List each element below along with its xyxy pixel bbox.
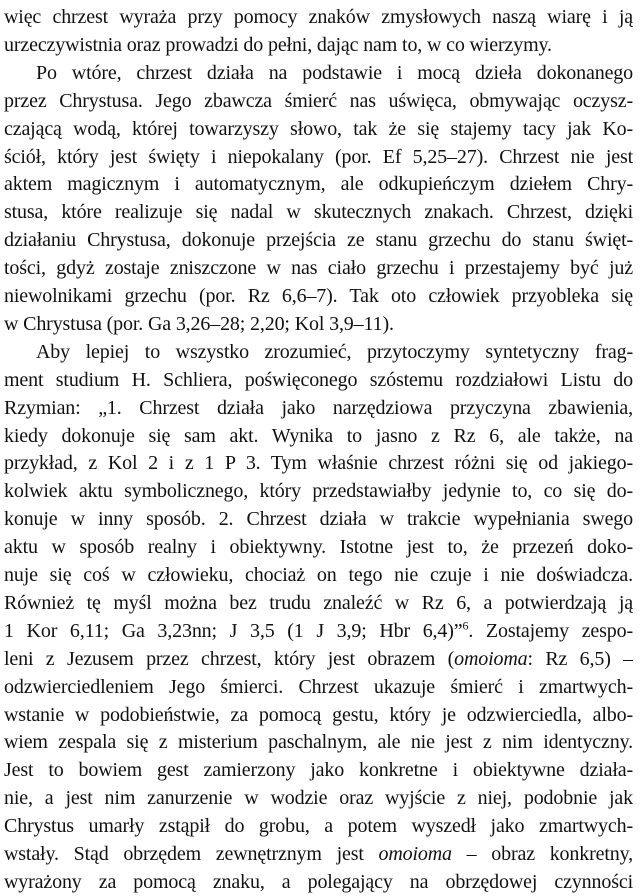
text-run: więc chrzest wyraża przy pomocy znaków zmysłowych naszą wiarę i ją (4, 6, 633, 28)
text-line (4, 226, 633, 254)
italic-term: omoioma (378, 843, 452, 865)
text-run: czającą wodą, której towarzyszy słowo, tak że się stajemy tacy jak Ko- (4, 117, 633, 140)
text-line (4, 645, 633, 673)
text-line (4, 310, 633, 338)
text-line (4, 282, 633, 310)
text-line (4, 561, 633, 589)
text-line (4, 868, 633, 896)
text-run: konuje w inny sposób. 2. Chrzest działa w trakcie wypełniania swego (4, 508, 633, 531)
text-run: wyrażony za pomocą znaku, a polegający na obrzędowej czynności (4, 870, 633, 893)
text-run: Również tę myśl można bez trudu znaleźć w Rz 6, a potwierdzają ją (4, 591, 633, 614)
text-line (4, 170, 633, 198)
text-run: ment studium H. Schliera, poświęconego szóstemu rozdziałowi Listu do (4, 368, 633, 391)
text-line (4, 477, 633, 505)
text-run: nie, a jest nim zanurzenie w wodzie oraz wyjście z niej, podobnie jak (4, 787, 633, 810)
text-run: kiedy dokonuje się sam akt. Wynika to jasno z Rz 6, ale także, na (4, 424, 633, 447)
text-line (4, 533, 633, 561)
text-run: wiem zespala się z misterium paschalnym, ale nie jest z nim identyczny. (4, 731, 633, 754)
text-line (4, 422, 633, 450)
text-line (4, 449, 633, 477)
text-run: Rzymian: „1. Chrzest działa jako narzędziowa przyczyna zbawienia, (4, 396, 633, 419)
text-run: aktu w sposób realny i obiektywny. Istotne jest to, że przezeń doko- (4, 536, 633, 559)
text-run: aktem magicznym i automatycznym, ale odkupieńczym dziełem Chry- (4, 173, 633, 196)
text-run: urzeczywistnia oraz prowadzi do pełni, dając nam to, w co wierzymy. (4, 33, 552, 56)
text-line (4, 198, 633, 226)
text-line (4, 254, 633, 282)
text-line (4, 840, 633, 868)
text-run: działaniu Chrystusa, dokonuje przejścia ze stanu grzechu do stanu święt- (4, 229, 633, 252)
text-run: 1 Kor 6,11; Ga 3,23nn; J 3,5 (1 J 3,9; Hbr 6,4)” (4, 619, 463, 642)
text-run: Jest to bowiem gest zamierzony jako konkretne i obiektywne działa- (4, 759, 633, 782)
text-run: nuje się coś w człowieku, chociaż on tego nie czuje i nie doświadcza. (4, 564, 633, 586)
text-run: niewolnikami grzechu (por. Rz 6,6–7). Tak oto człowiek przyobleka się (4, 285, 633, 307)
text-run: Po wtóre, chrzest działa na podstawie i mocą dzieła dokonanego (36, 61, 633, 84)
text-line (4, 756, 633, 784)
text-run: Chrystus umarły zstąpił do grobu, a potem wyszedł jako zmartwych- (4, 815, 633, 838)
text-run: . Zostajemy zespo- (468, 619, 633, 642)
text-run: – obraz konkretny, (451, 843, 633, 865)
text-run: w Chrystusa (por. Ga 3,26–28; 2,20; Kol 3,9–11). (4, 312, 394, 335)
text-run: leni z Jezusem przez chrzest, który jest obrazem ( (4, 647, 455, 670)
text-run: przez Chrystusa. Jego zbawcza śmierć nas uświęca, obmywając oczysz- (4, 89, 633, 112)
text-line (4, 784, 633, 812)
text-line (4, 143, 633, 171)
text-line (36, 338, 633, 366)
text-line (4, 87, 633, 115)
text-line (4, 31, 633, 59)
text-line (4, 505, 633, 533)
text-line (4, 617, 633, 645)
italic-term: omoioma (454, 647, 528, 670)
text-line (4, 812, 633, 840)
text-run: ściół, który jest święty i niepokalany (por. Ef 5,25–27). Chrzest nie jest (4, 145, 633, 168)
text-run: wstanie w podobieństwie, za pomocą gestu, który je odzwierciedla, albo- (4, 703, 633, 726)
text-line (4, 115, 633, 143)
text-line (36, 59, 633, 87)
footnote-marker: 6 (462, 618, 469, 633)
text-run: przykład, z Kol 2 i z 1 P 3. Tym właśnie chrzest różni się od jakiego- (4, 452, 633, 475)
text-line (4, 366, 633, 394)
text-run: Aby lepiej to wszystko zrozumieć, przytoczymy syntetyczny frag- (36, 340, 633, 363)
text-line (4, 673, 633, 701)
text-run: tości, gdyż zostaje zniszczone w nas ciało grzechu i przestajemy być już (4, 257, 633, 280)
text-line (4, 701, 633, 729)
text-line (4, 394, 633, 422)
text-line (4, 728, 633, 756)
text-run: odzwierciedleniem Jego śmierci. Chrzest ukazuje śmierć i zmartwych- (4, 675, 633, 698)
text-line (4, 589, 633, 617)
text-run: : Rz 6,5) – (527, 647, 633, 670)
text-line (4, 3, 633, 31)
text-run: kolwiek aktu symbolicznego, który przedstawiałby jedynie to, co się do- (4, 480, 633, 503)
text-run: wstały. Stąd obrzędem zewnętrznym jest (4, 843, 379, 865)
text-run: stusa, które realizuje się nadal w skutecznych znakach. Chrzest, dzięki (4, 201, 633, 224)
